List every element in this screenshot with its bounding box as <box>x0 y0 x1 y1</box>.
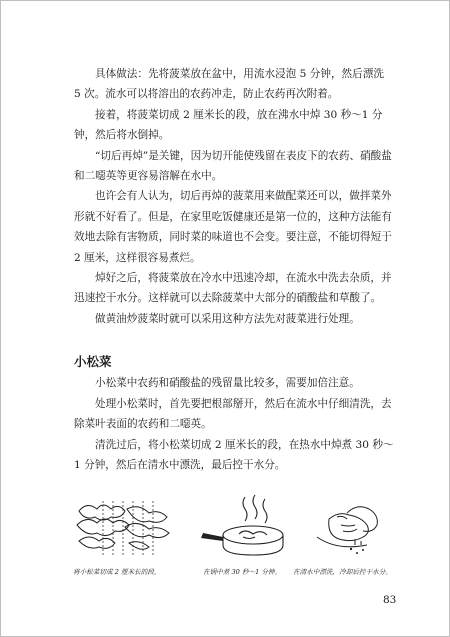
page-number: 83 <box>383 594 397 606</box>
main-text <box>74 64 394 475</box>
caption-rinse: 在清水中漂洗，冷却后控干水分。 <box>293 568 392 576</box>
boiling-pot-illustration <box>199 491 299 563</box>
section-paragraph-cook: 清洗过后，将小松菜切成 2 厘米长的段，在热水中焯煮 30 秒～1 分钟，然后在清水中漂洗，最后控干水分。 <box>74 438 394 471</box>
chopped-greens-illustration <box>73 497 183 559</box>
paragraph-blanch: 接着，将菠菜切成 2 厘米长的段，放在沸水中焯 30 秒～1 分钟，然后将水倒掉。 <box>74 108 383 142</box>
squeezing-hands-illustration <box>311 495 399 561</box>
section-paragraph-intro: 小松菜中农药和硝酸盐的残留量比较多，需要加倍注意。 <box>95 377 360 390</box>
section-heading: 小松菜 <box>74 354 112 370</box>
paragraph-butter: 做黄油炒菠菜时就可以采用这种方法先对菠菜进行处理。 <box>95 312 360 325</box>
section-paragraph-wash: 处理小松菜时，首先要把根部掰开，然后在流水中仔细清洗，去除菜叶表面的农药和二噁英。 <box>74 397 392 431</box>
caption-cut: 将小松菜切成 2 厘米长的段。 <box>73 568 161 576</box>
caption-boil: 在锅中煮 30 秒～1 分钟。 <box>203 568 282 576</box>
paragraph-opinion: 也许会有人认为，切后再焯的菠菜用来做配菜还可以，做拌菜外形就不好看了。但是，在家里吃饭健康还是第一位的，这种方法能有效地去除有害物质，同时菜的味道也不会变。要注意，不能切得短于 2 厘米，这样很容易煮烂。 <box>74 190 392 264</box>
paragraph-method: 具体做法：先将菠菜放在盆中，用流水浸泡 5 分钟，然后漂洗 5 次。流水可以将溶出的农药冲走，防止农药再次附着。 <box>74 68 384 101</box>
paragraph-key-point: “切后再焯”是关键，因为切开能使残留在表皮下的农药、硝酸盐和二噁英等更容易溶解在水中。 <box>74 149 392 183</box>
paragraph-cooling: 焯好之后，将菠菜放在冷水中迅速冷却，在流水中洗去杂质，并迅速控干水分。这样就可以去除菠菜中大部分的硝酸盐和草酸了。 <box>74 272 392 305</box>
